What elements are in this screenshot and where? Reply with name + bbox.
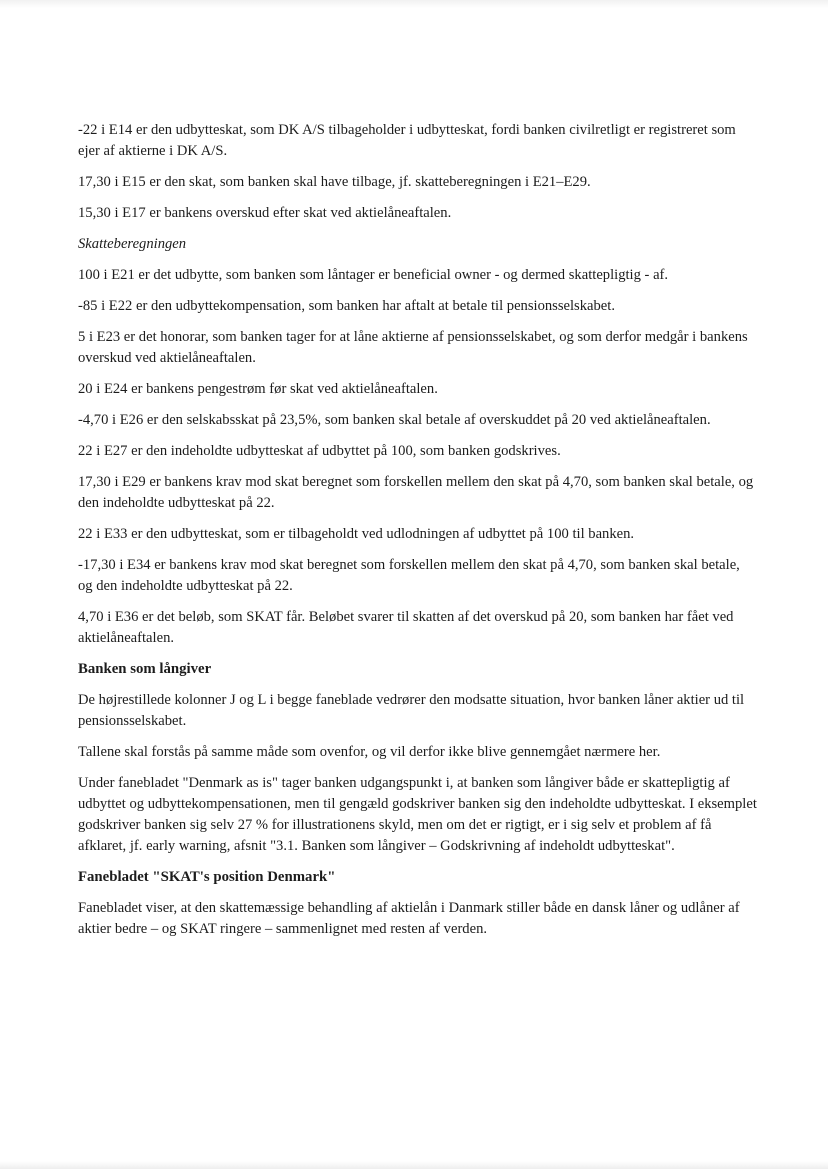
paragraph-denmark-as-is: Under fanebladet "Denmark as is" tager banken udgangspunkt i, at banken som långiver både er skattepligtig af udbyttet og udbyttekompensationen, men til gengæld godskriver banken sig den indeholdte udbytteskat. I eksemplet godskriver banken sig selv 27 % for illustrationens skyld, men om det er rigtigt, er i sig selv et problem af få afklaret, jf. early warning, afsnit "3.1. Banken som långiver – Godskrivning af indeholdt udbytteskat".: [78, 775, 757, 854]
paragraph-e34: -17,30 i E34 er bankens krav mod skat beregnet som forskellen mellem den skat på 4,70, som banken skal betale, og den indeholdte udbytteskat på 22.: [78, 557, 740, 594]
paragraph-fanebladet: Fanebladet viser, at den skattemæssige behandling af aktielån i Danmark stiller både en dansk låner og udlåner af aktier bedre – og SKAT ringere – sammenlignet med resten af verden.: [78, 900, 740, 937]
heading-banken-som-langiver: Banken som långiver: [78, 661, 212, 677]
scan-edge-bottom: [0, 1161, 828, 1169]
paragraph-e27: 22 i E27 er den indeholdte udbytteskat af udbyttet på 100, som banken godskrives.: [78, 443, 561, 459]
paragraph-tallene: Tallene skal forstås på samme måde som ovenfor, og vil derfor ikke blive gennemgået nærmere her.: [78, 744, 661, 760]
paragraph-e26: -4,70 i E26 er den selskabsskat på 23,5%, som banken skal betale af overskuddet på 20 ved aktielåneaftalen.: [78, 412, 711, 428]
paragraph-e14: -22 i E14 er den udbytteskat, som DK A/S tilbageholder i udbytteskat, fordi banken civilretligt er registreret som ejer af aktierne i DK A/S.: [78, 122, 736, 159]
paragraph-e24: 20 i E24 er bankens pengestrøm før skat ved aktielåneaftalen.: [78, 381, 438, 397]
paragraph-e29: 17,30 i E29 er bankens krav mod skat beregnet som forskellen mellem den skat på 4,70, som banken skal betale, og den indeholdte udbytteskat på 22.: [78, 474, 754, 511]
paragraph-e21: 100 i E21 er det udbytte, som banken som låntager er beneficial owner - og dermed skattepligtig - af.: [78, 267, 669, 283]
paragraph-e23: 5 i E23 er det honorar, som banken tager for at låne aktierne af pensionsselskabet, og som derfor medgår i bankens overskud ved aktielåneaftalen.: [78, 329, 748, 366]
paragraph-e17: 15,30 i E17 er bankens overskud efter skat ved aktielåneaftalen.: [78, 205, 452, 221]
paragraph-e15: 17,30 i E15 er den skat, som banken skal have tilbage, jf. skatteberegningen i E21–E29.: [78, 174, 591, 190]
paragraph-kolonner: De højrestillede kolonner J og L i begge faneblade vedrører den modsatte situation, hvor banken låner aktier ud til pensionsselskabet.: [78, 692, 745, 729]
scan-edge-top: [0, 0, 828, 8]
paragraph-e36: 4,70 i E36 er det beløb, som SKAT får. Beløbet svarer til skatten af det overskud på 20, som banken har fået ved aktielåneaftalen.: [78, 609, 734, 646]
paragraph-e33: 22 i E33 er den udbytteskat, som er tilbageholdt ved udlodningen af udbyttet på 100 til banken.: [78, 526, 635, 542]
subheading-skatteberegningen: Skatteberegningen: [78, 236, 187, 252]
document-body: [78, 120, 758, 950]
heading-skat-position: Fanebladet "SKAT's position Denmark": [78, 869, 336, 885]
paragraph-e22: -85 i E22 er den udbyttekompensation, som banken har aftalt at betale til pensionsselskabet.: [78, 298, 615, 314]
